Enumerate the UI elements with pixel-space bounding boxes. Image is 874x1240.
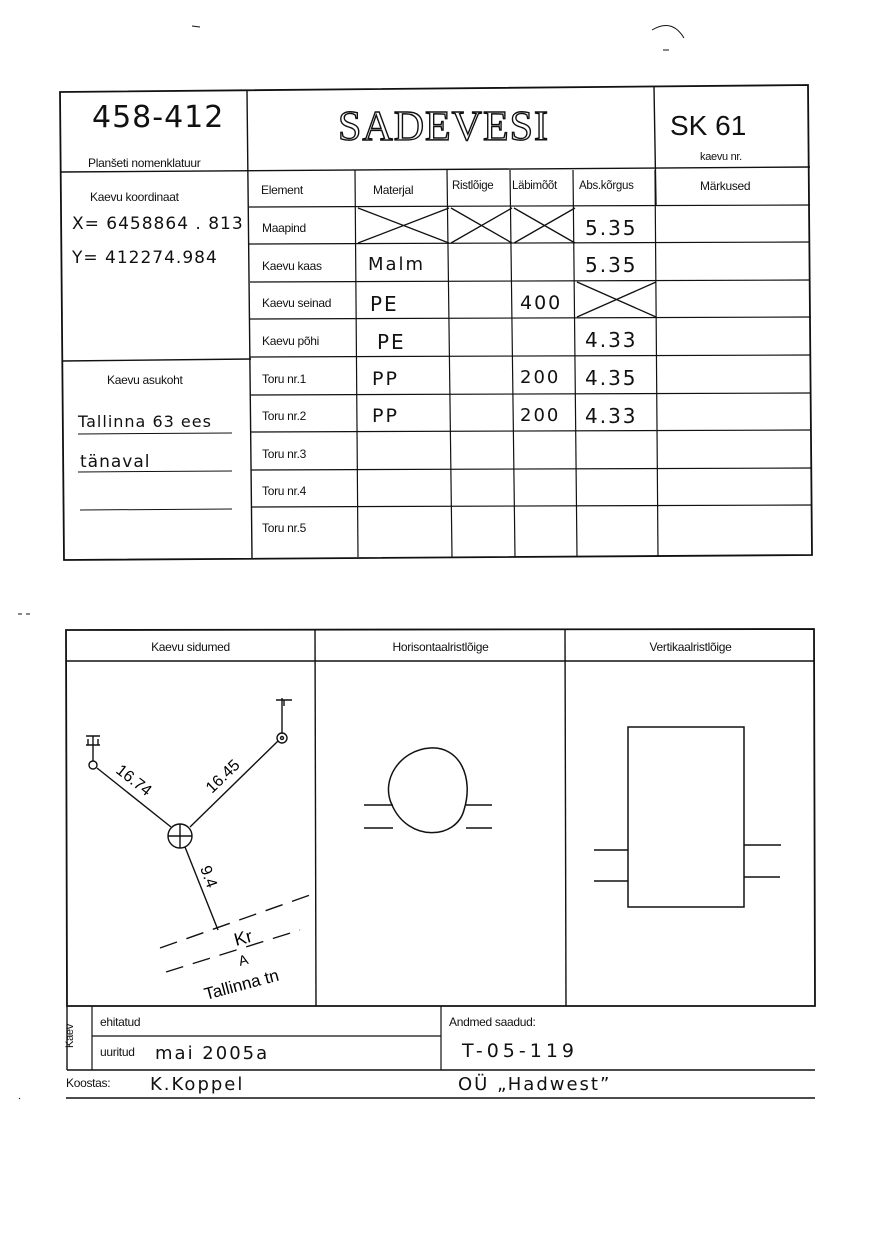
vertical-cross-section (594, 727, 781, 907)
coordinates-label: Kaevu koordinaat (90, 190, 179, 204)
col-header-material: Materjal (373, 183, 414, 197)
sketch-dist-bottom: 9.4 (196, 863, 220, 891)
row-element-pipe-5: Toru nr.5 (262, 521, 306, 535)
cell-abs-ground: 5.35 (585, 216, 638, 240)
cell-diameter-pipe-2: 200 (520, 405, 561, 426)
cell-diameter-pipe-1: 200 (520, 367, 561, 388)
footer-compiled-label: Koostas: (66, 1076, 111, 1090)
row-element-pipe-1: Toru nr.1 (262, 372, 306, 386)
cell-material-lid: Malm (368, 254, 426, 275)
top-form-grid (0, 0, 874, 580)
plan-number-caption: Planšeti nomenklatuur (88, 156, 201, 170)
cell-diameter-walls: 400 (520, 292, 563, 314)
diagram-header-horizontal: Horisontaalristlõige (392, 640, 489, 654)
footer-data-label: Andmed saadud: (449, 1015, 536, 1029)
coordinate-y: Y= 412274.984 (72, 248, 218, 268)
cell-abs-pipe-1: 4.35 (585, 366, 638, 390)
sketch-dist-left: 16.74 (112, 761, 155, 800)
row-element-ground: Maapind (262, 221, 306, 235)
row-element-pipe-2: Toru nr.2 (262, 409, 306, 423)
footer-surveyed-value: mai 2005a (155, 1043, 270, 1064)
well-number-value: SK 61 (670, 110, 747, 141)
footer-data-value: T-05-119 (462, 1040, 579, 1062)
row-element-lid: Kaevu kaas (262, 259, 322, 273)
cell-material-pipe-1: PP (372, 368, 399, 390)
cell-abs-pipe-2: 4.33 (585, 404, 638, 428)
well-number-caption: kaevu nr. (700, 151, 742, 163)
diagram-header-vertical: Vertikaalristlõige (649, 640, 732, 654)
cell-material-bottom: PE (377, 330, 406, 354)
sketch-label-street: Tallinna tn (202, 965, 281, 1004)
cell-material-walls: PE (370, 292, 399, 316)
col-header-element: Element (261, 183, 303, 197)
sketch-label-a: A (236, 951, 250, 969)
diagram-header-connections: Kaevu sidumed (151, 640, 230, 654)
location-line-2: tänaval (80, 452, 151, 472)
col-header-diameter: Läbimõõt (512, 180, 557, 192)
row-element-pipe-3: Toru nr.3 (262, 447, 306, 461)
cell-abs-bottom: 4.33 (585, 328, 638, 352)
footer-side-label: Kaev (63, 1024, 76, 1048)
page-title: SADEVESI (338, 104, 550, 150)
cell-material-pipe-2: PP (372, 405, 399, 427)
plan-number-value: 458-412 (92, 100, 225, 135)
sketch-label-kr: Kr (231, 925, 255, 950)
col-header-cross-section: Ristlõige (452, 180, 494, 192)
location-label: Kaevu asukoht (107, 373, 183, 387)
coordinate-x: X= 6458864 . 813 (72, 214, 244, 234)
row-element-pipe-4: Toru nr.4 (262, 484, 306, 498)
footer-compiled-value: K.Koppel (150, 1074, 245, 1095)
footer-company: OÜ „Hadwest” (458, 1074, 612, 1095)
row-element-bottom: Kaevu põhi (262, 334, 320, 348)
col-header-notes: Märkused (700, 179, 751, 193)
sketch-dist-right: 16.45 (202, 756, 244, 797)
location-line-1: Tallinna 63 ees (78, 412, 212, 431)
footer-surveyed-label: uuritud (100, 1045, 135, 1059)
connection-sketch (86, 698, 310, 972)
diagram-section (0, 600, 874, 1120)
cell-abs-lid: 5.35 (585, 253, 638, 277)
row-element-walls: Kaevu seinad (262, 296, 332, 310)
col-header-abs-height: Abs.kõrgus (579, 180, 634, 192)
horizontal-cross-section (364, 748, 492, 833)
footer-built-label: ehitatud (100, 1015, 141, 1029)
